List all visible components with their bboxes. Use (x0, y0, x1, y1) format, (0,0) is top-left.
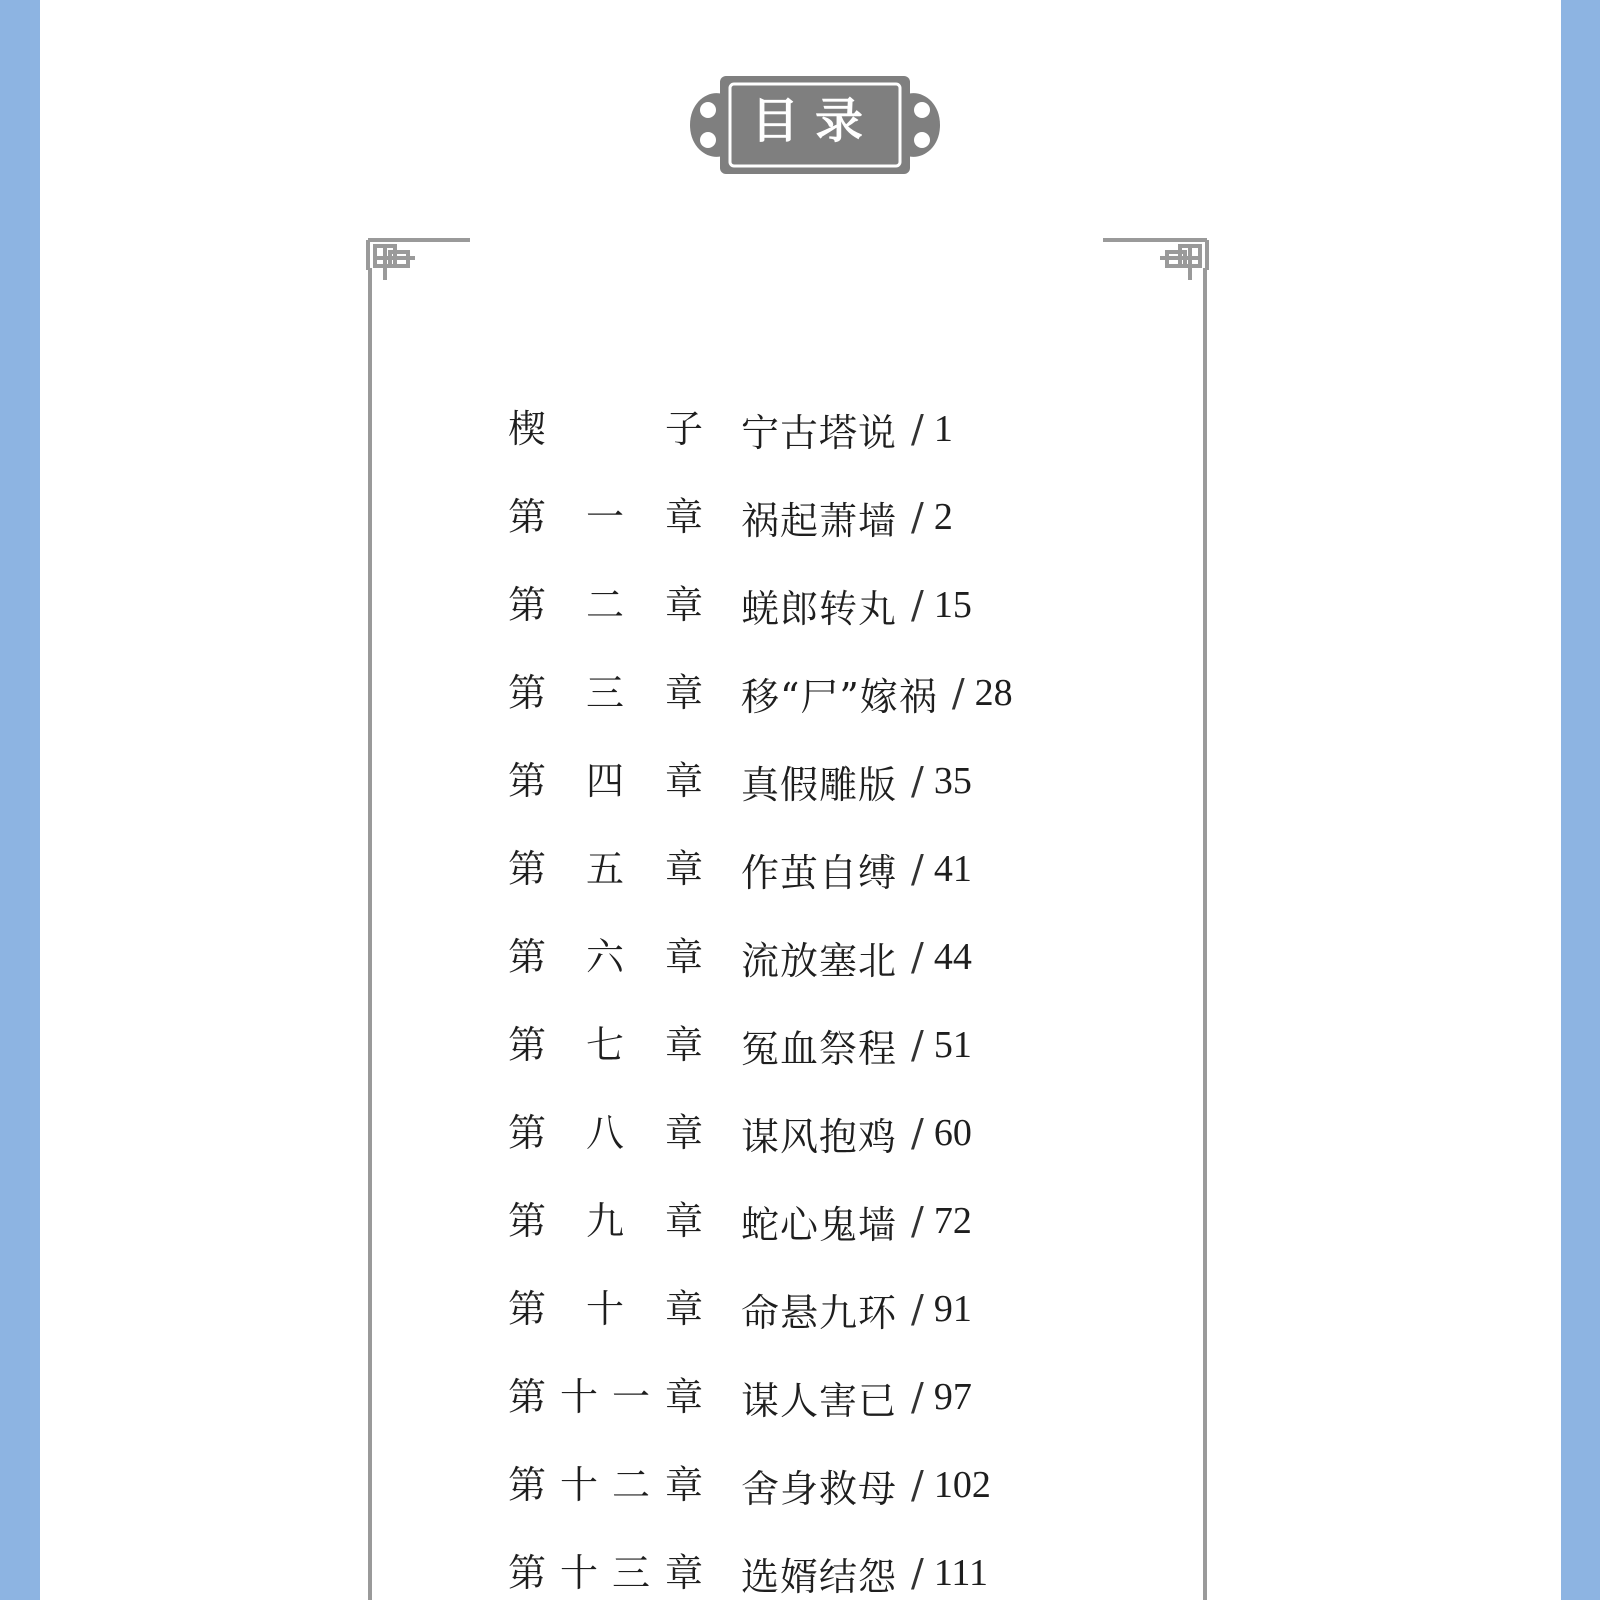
separator: / (911, 407, 924, 451)
chapter-label-char: 章 (664, 935, 703, 979)
page-number: 15 (933, 584, 972, 626)
chapter-label-char: 章 (664, 671, 703, 715)
chapter-title: 谋风抱鸡 (741, 1114, 898, 1159)
page-number: 35 (933, 760, 972, 802)
chapter-title: 蛇心鬼墙 (741, 1202, 898, 1247)
chapter-label (505, 671, 705, 715)
separator: / (911, 847, 924, 891)
chapter-label-char: 第 (507, 495, 546, 539)
chapter-label (505, 847, 705, 891)
separator: / (951, 671, 965, 715)
chapter-label-char: 第 (507, 1551, 546, 1595)
title-plaque (650, 70, 980, 180)
chapter-label-char: 一 (585, 495, 624, 539)
page-number: 41 (933, 848, 972, 890)
toc-entry (505, 649, 1145, 737)
chapter-title: 冤血祭程 (741, 1026, 898, 1071)
toc-entry (505, 1177, 1145, 1265)
chapter-title: 流放塞北 (741, 938, 898, 983)
chapter-label (505, 1551, 705, 1595)
chapter-label-char: 五 (585, 847, 624, 891)
separator: / (911, 1463, 924, 1507)
chapter-label (505, 759, 705, 803)
page-number: 51 (933, 1024, 972, 1066)
page-number: 60 (933, 1112, 972, 1154)
chapter-label-char: 第 (507, 847, 546, 891)
chapter-label-char: 章 (664, 1551, 703, 1595)
chapter-label (505, 1111, 705, 1155)
chapter-label (505, 495, 705, 539)
toc-entry (505, 1265, 1145, 1353)
chapter-label-char: 十 (559, 1551, 598, 1595)
chapter-label-char: 三 (585, 671, 624, 715)
chapter-label-char: 一 (611, 1375, 650, 1419)
chapter-label-char: 七 (585, 1023, 624, 1067)
chapter-label-char: 第 (507, 1111, 546, 1155)
chapter-label-char: 九 (585, 1199, 624, 1243)
chapter-label-char: 六 (585, 935, 624, 979)
toc-entry (505, 1089, 1145, 1177)
chapter-label-char: 章 (664, 1023, 703, 1067)
toc-entry (505, 1353, 1145, 1441)
chapter-label-char: 章 (664, 847, 703, 891)
chapter-label-char: 八 (585, 1111, 624, 1155)
separator: / (911, 1287, 924, 1331)
chapter-title: 选婿结怨 (741, 1554, 898, 1599)
chapter-label-char: 第 (507, 1199, 546, 1243)
page-number: 91 (933, 1288, 972, 1330)
chapter-label (505, 1023, 705, 1067)
chapter-label (505, 935, 705, 979)
chapter-title: 谋人害已 (741, 1378, 898, 1423)
toc-entry (505, 1001, 1145, 1089)
page-number: 28 (974, 672, 1013, 714)
chapter-label-char: 章 (664, 495, 703, 539)
separator: / (911, 759, 924, 803)
page-number: 102 (933, 1464, 991, 1506)
chapter-title: 真假雕版 (741, 762, 898, 807)
chapter-label-char: 楔 (507, 407, 546, 451)
chapter-title: 宁古塔说 (741, 410, 898, 455)
separator: / (911, 1199, 924, 1243)
toc-entry (505, 913, 1145, 1001)
chapter-label-char: 章 (664, 1463, 703, 1507)
chapter-label-char: 章 (664, 1111, 703, 1155)
chapter-title: 祸起萧墙 (741, 498, 898, 543)
separator: / (911, 1111, 924, 1155)
chapter-label-char: 第 (507, 1023, 546, 1067)
table-of-contents (505, 385, 1145, 1600)
chapter-title: 蜣郎转丸 (741, 586, 898, 631)
chapter-label-char: 章 (664, 583, 703, 627)
chapter-label-char: 第 (507, 671, 546, 715)
chapter-label-char: 第 (507, 1375, 546, 1419)
chapter-label-char: 第 (507, 759, 546, 803)
toc-entry (505, 737, 1145, 825)
corner-ornament-right (1103, 240, 1207, 280)
chapter-label-char: 十 (559, 1375, 598, 1419)
toc-entry (505, 473, 1145, 561)
chapter-label-char: 章 (664, 1199, 703, 1243)
chapter-label (505, 407, 705, 451)
chapter-label-char: 第 (507, 583, 546, 627)
page-number: 97 (933, 1376, 972, 1418)
separator: / (911, 583, 924, 627)
separator: / (911, 1023, 924, 1067)
chapter-label-char: 章 (664, 759, 703, 803)
book-page (40, 0, 1561, 1600)
separator: / (911, 1551, 924, 1595)
corner-ornament-left (368, 240, 470, 280)
chapter-label-char: 三 (611, 1551, 650, 1595)
toc-entry (505, 825, 1145, 913)
chapter-label-char: 章 (664, 1375, 703, 1419)
separator: / (911, 935, 924, 979)
chapter-title: 命悬九环 (741, 1290, 898, 1335)
chapter-title: 移“尸”嫁祸 (741, 674, 938, 719)
chapter-label (505, 1375, 705, 1419)
chapter-label (505, 1199, 705, 1243)
chapter-label-char: 十 (559, 1463, 598, 1507)
chapter-label (505, 1463, 705, 1507)
page-number: 44 (933, 936, 972, 978)
separator: / (911, 495, 924, 539)
page-number: 1 (933, 408, 953, 450)
chapter-label-char: 子 (664, 407, 703, 451)
chapter-label-char: 十 (585, 1287, 624, 1331)
toc-entry (505, 561, 1145, 649)
chapter-label-char: 二 (585, 583, 624, 627)
chapter-label (505, 1287, 705, 1331)
page-number: 2 (933, 496, 953, 538)
page-number: 111 (933, 1552, 989, 1594)
separator: / (911, 1375, 924, 1419)
toc-entry (505, 1529, 1145, 1600)
chapter-label-char: 章 (664, 1287, 703, 1331)
chapter-label (505, 583, 705, 627)
toc-entry (505, 1441, 1145, 1529)
chapter-label-char: 二 (611, 1463, 650, 1507)
chapter-label-char: 第 (507, 1463, 546, 1507)
chapter-title: 作茧自缚 (741, 850, 898, 895)
chapter-title: 舍身救母 (741, 1466, 898, 1511)
page-title: 目录 (750, 93, 879, 149)
chapter-label-char: 四 (585, 759, 624, 803)
page-number: 72 (933, 1200, 972, 1242)
toc-entry (505, 385, 1145, 473)
chapter-label-char: 第 (507, 1287, 546, 1331)
chapter-label-char: 第 (507, 935, 546, 979)
